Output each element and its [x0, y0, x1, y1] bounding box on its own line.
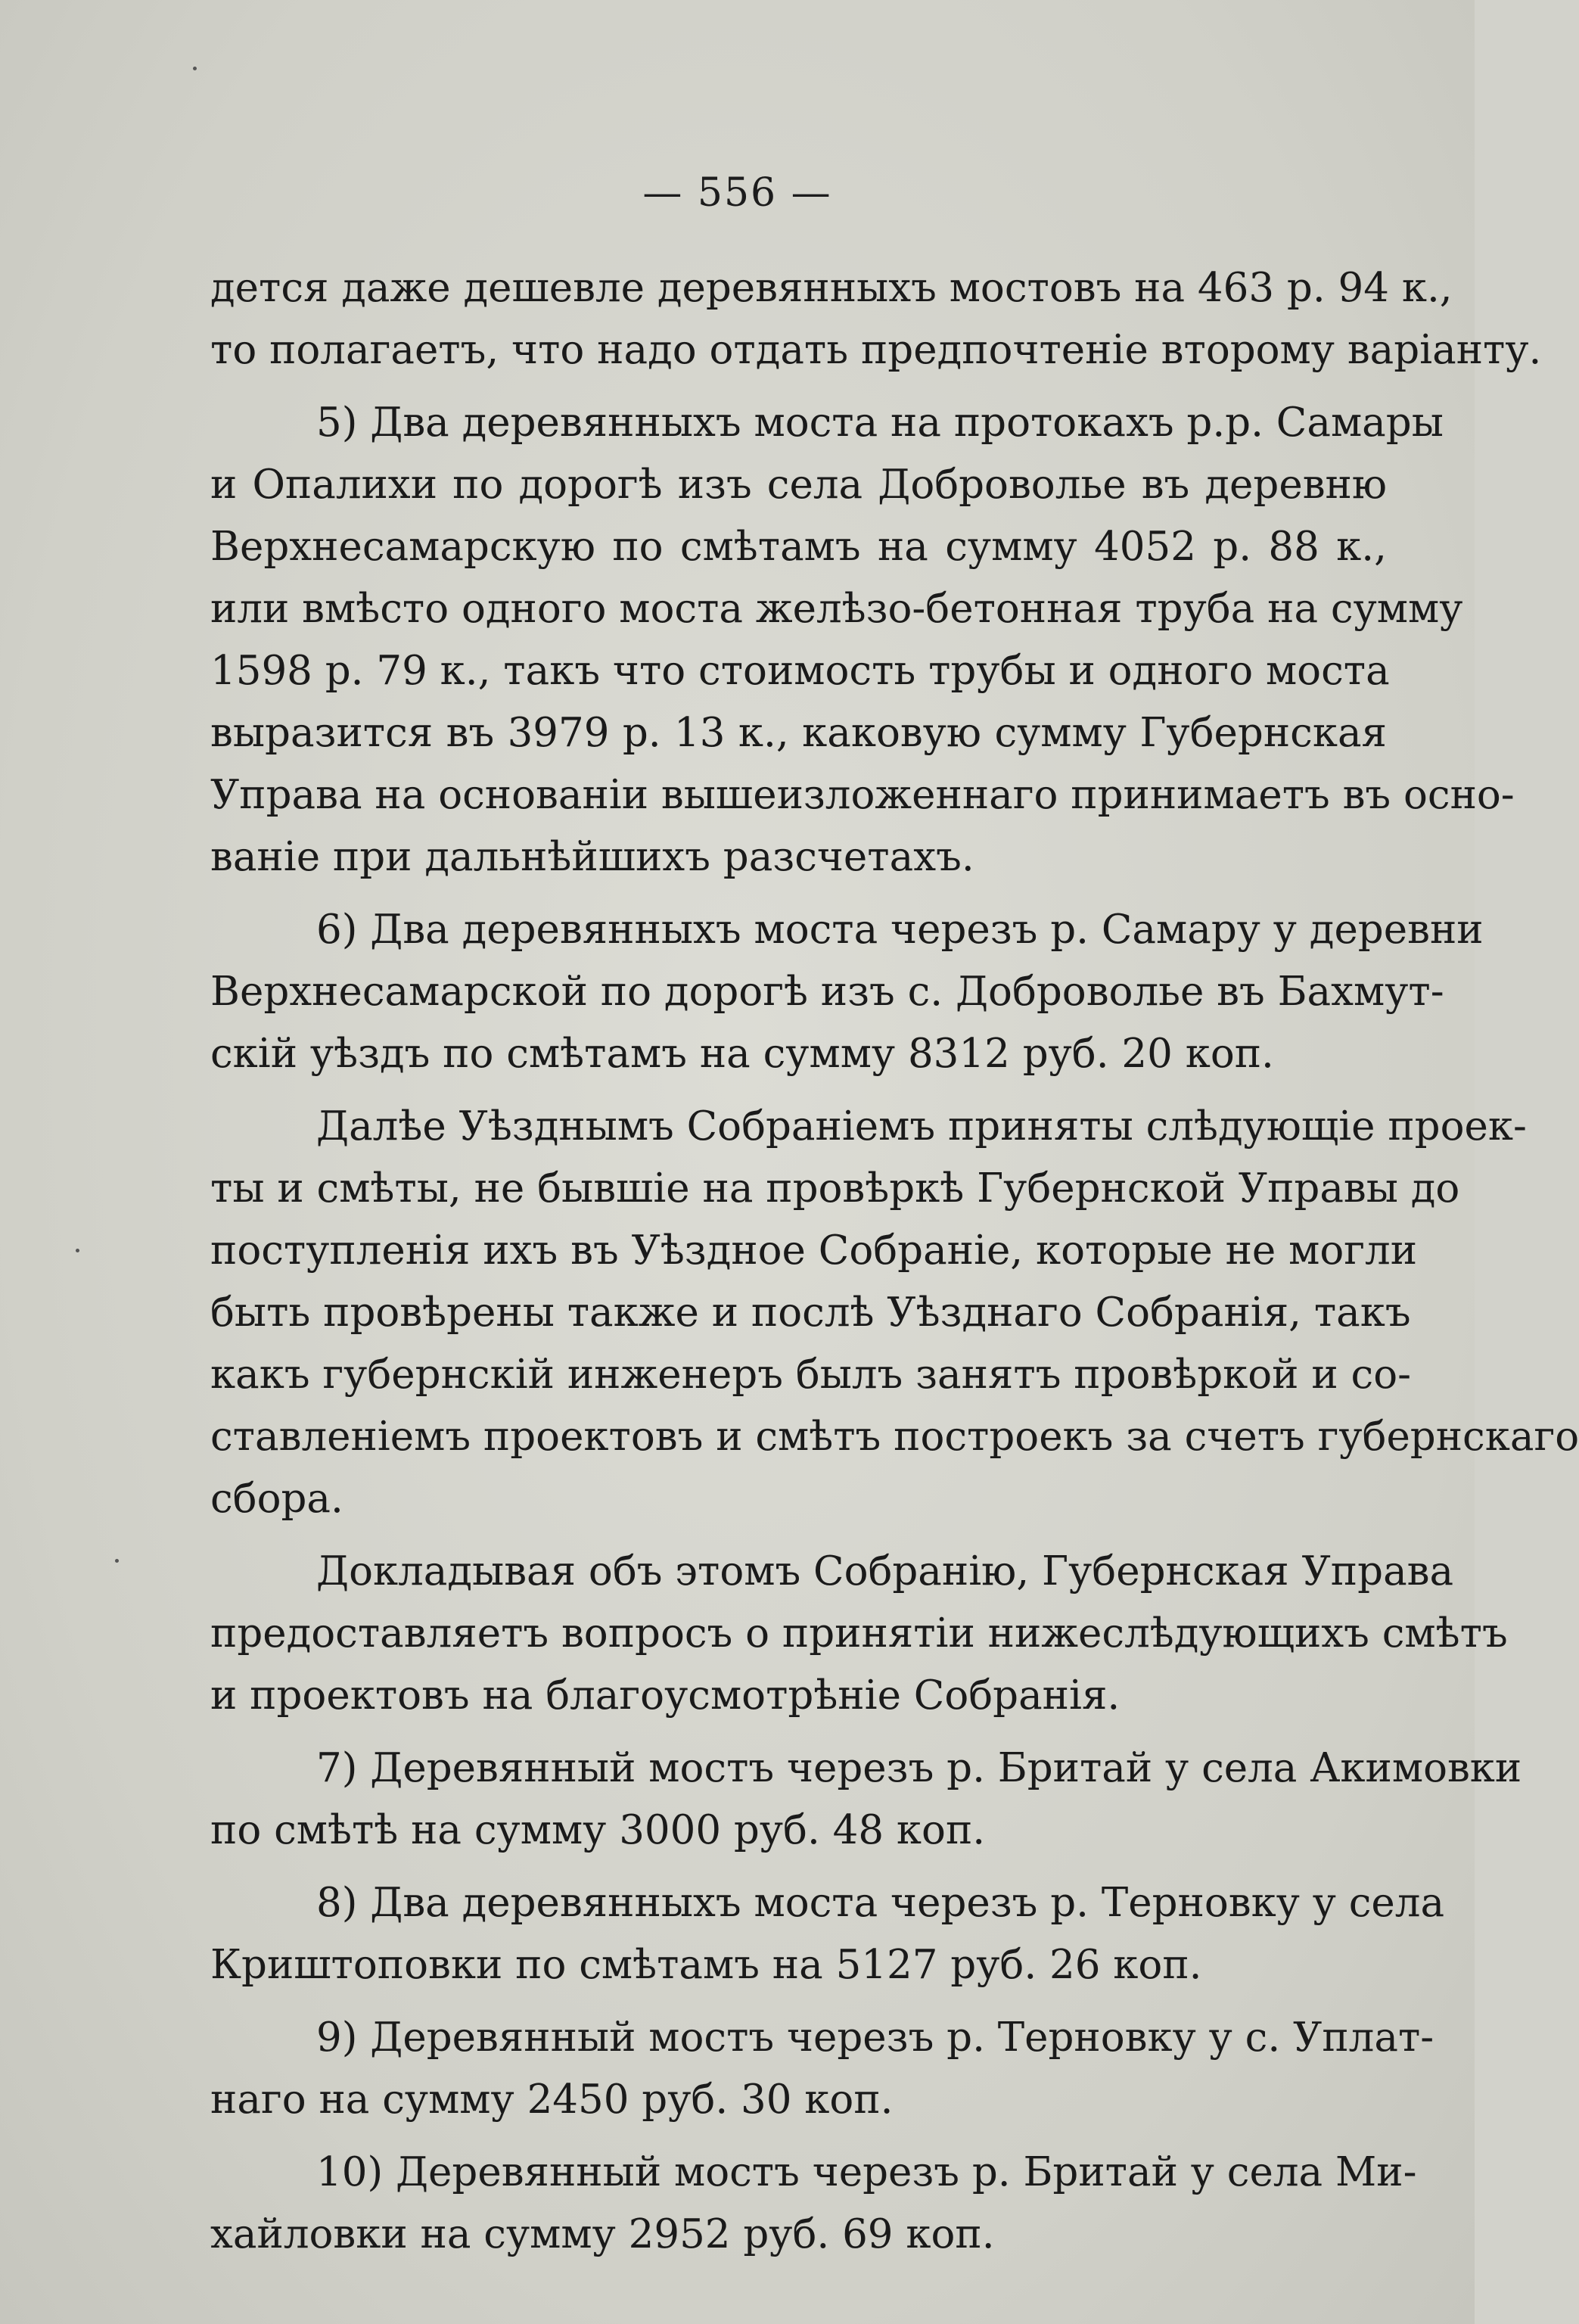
- text-line: Далѣе Уѣзднымъ Собранiемъ приняты слѣдующiе проек-: [316, 1103, 1527, 1150]
- text-line: то полагаетъ, что надо отдать предпочтенiе второму варiанту.: [210, 327, 1542, 373]
- text-line: скiй уѣздъ по смѣтамъ на сумму 8312 руб. 20 коп.: [210, 1031, 1274, 1077]
- body-text: [210, 257, 1579, 2266]
- text-line: и Опалихи по дорогѣ изъ села Доброволье въ деревню: [210, 462, 1387, 508]
- text-line: Управа на основанiи вышеизложеннаго принимаетъ въ осно-: [210, 772, 1515, 818]
- text-line: по смѣтѣ на сумму 3000 руб. 48 коп.: [210, 1807, 986, 1853]
- text-line: 8) Два деревянныхъ моста черезъ р. Терновку у села: [316, 1880, 1445, 1926]
- text-line: или вмѣсто одного моста желѣзо-бетонная труба на сумму: [210, 586, 1463, 632]
- text-line: 6) Два деревянныхъ моста черезъ р. Самару у деревни: [316, 907, 1484, 953]
- paper-speck: [76, 1249, 79, 1252]
- text-line: поступленiя ихъ въ Уѣздное Собранiе, которые не могли: [210, 1227, 1418, 1274]
- text-line: Верхнесамарской по дорогѣ изъ с. Доброволье въ Бахмут-: [210, 969, 1444, 1015]
- text-line: Криштоповки по смѣтамъ на 5127 руб. 26 коп.: [210, 1942, 1202, 1988]
- text-line: 10) Деревянный мостъ черезъ р. Бритай у села Ми-: [316, 2149, 1417, 2195]
- paper-speck: [115, 1559, 119, 1563]
- text-line: предоставляетъ вопросъ о принятiи нижеслѣдующихъ смѣтъ: [210, 1610, 1508, 1657]
- text-line: ванiе при дальнѣйшихъ разсчетахъ.: [210, 834, 974, 880]
- text-line: наго на сумму 2450 руб. 30 коп.: [210, 2077, 894, 2123]
- text-line: какъ губернскiй инженеръ былъ занятъ провѣркой и со-: [210, 1352, 1412, 1398]
- text-line: 1598 р. 79 к., такъ что стоимость трубы и одного моста: [210, 648, 1390, 694]
- text-line: 5) Два деревянныхъ моста на протокахъ р.р. Самары: [316, 400, 1444, 446]
- text-line: Верхнесамарскую по смѣтамъ на сумму 4052 р. 88 к.,: [210, 524, 1387, 570]
- text-line: сбора.: [210, 1476, 343, 1522]
- page-number: — 556 —: [642, 170, 832, 216]
- text-line: 7) Деревянный мостъ черезъ р. Бритай у села Акимовки: [316, 1745, 1522, 1791]
- text-line: выразится въ 3979 р. 13 к., каковую сумму Губернская: [210, 710, 1387, 756]
- text-line: дется даже дешевле деревянныхъ мостовъ на 463 р. 94 к.,: [210, 265, 1453, 311]
- paper-speck: [193, 67, 197, 70]
- text-line: быть провѣрены также и послѣ Уѣзднаго Собранiя, такъ: [210, 1290, 1411, 1336]
- text-line: и проектовъ на благоусмотрѣнiе Собранiя.: [210, 1672, 1121, 1719]
- text-line: ставленiемъ проектовъ и смѣтъ построекъ за счетъ губернскаго: [210, 1414, 1579, 1460]
- text-line: ты и смѣты, не бывшiе на провѣркѣ Губернской Управы до: [210, 1165, 1460, 1212]
- text-line: хайловки на сумму 2952 руб. 69 коп.: [210, 2211, 995, 2257]
- text-line: Докладывая объ этомъ Собранiю, Губернская Управа: [316, 1548, 1454, 1594]
- text-line: 9) Деревянный мостъ черезъ р. Терновку у с. Уплат-: [316, 2014, 1434, 2061]
